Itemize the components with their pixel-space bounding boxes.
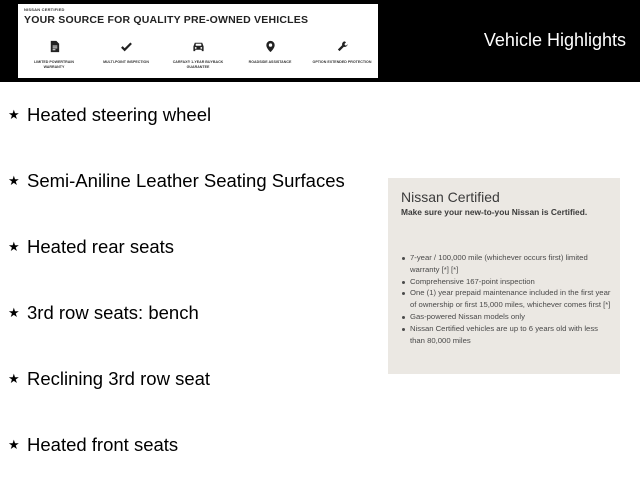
highlight-item bbox=[8, 368, 210, 390]
feature-label: MULTI-POINT INSPECTION bbox=[103, 60, 149, 64]
highlight-item bbox=[8, 104, 211, 126]
feature-label: OPTION EXTENDED PROTECTION bbox=[312, 60, 372, 64]
feature-label: CARFAX® 1-YEAR BUYBACK GUARANTEE bbox=[172, 60, 224, 69]
star-icon: ★ bbox=[8, 173, 20, 188]
star-icon: ★ bbox=[8, 107, 20, 122]
list-item: 7-year / 100,000 mile (whichever occurs first) limited warranty [*] [*] bbox=[401, 252, 613, 276]
star-icon: ★ bbox=[8, 371, 20, 386]
highlight-label: Heated rear seats bbox=[27, 236, 175, 257]
list-item: Nissan Certified vehicles are up to 6 years old with less than 80,000 miles bbox=[401, 323, 613, 347]
feature-label: ROADSIDE ASSISTANCE bbox=[248, 60, 292, 64]
highlight-item bbox=[8, 236, 174, 258]
highlight-item bbox=[8, 302, 199, 324]
highlight-label: Heated front seats bbox=[27, 434, 179, 455]
star-icon: ★ bbox=[8, 437, 20, 452]
star-icon: ★ bbox=[8, 239, 20, 254]
list-item: Comprehensive 167-point inspection bbox=[401, 276, 613, 288]
highlight-item bbox=[8, 434, 178, 456]
highlight-label: 3rd row seats: bench bbox=[27, 302, 199, 323]
star-icon: ★ bbox=[8, 305, 20, 320]
list-item: One (1) year prepaid maintenance included in the first year of ownership or first 15,000 miles, whichever comes first [*] bbox=[401, 287, 613, 311]
list-item: Gas-powered Nissan models only bbox=[401, 311, 613, 323]
feature-label: LIMITED POWERTRAIN WARRANTY bbox=[34, 60, 74, 69]
highlight-label: Reclining 3rd row seat bbox=[27, 368, 211, 389]
page-title: Vehicle Highlights bbox=[483, 30, 626, 50]
certified-benefits-list bbox=[401, 252, 613, 346]
highlight-label: Semi-Aniline Leather Seating Surfaces bbox=[27, 170, 345, 191]
highlight-item bbox=[8, 170, 345, 192]
banner-tag: NISSAN CERTIFIED bbox=[24, 7, 65, 12]
banner-title: YOUR SOURCE FOR QUALITY PRE-OWNED VEHICLES bbox=[24, 14, 309, 26]
certified-info-card bbox=[388, 178, 620, 374]
certified-title: Nissan Certified bbox=[401, 189, 500, 205]
highlight-label: Heated steering wheel bbox=[27, 104, 212, 125]
certified-subtitle: Make sure your new-to-you Nissan is Certified. bbox=[401, 207, 588, 217]
